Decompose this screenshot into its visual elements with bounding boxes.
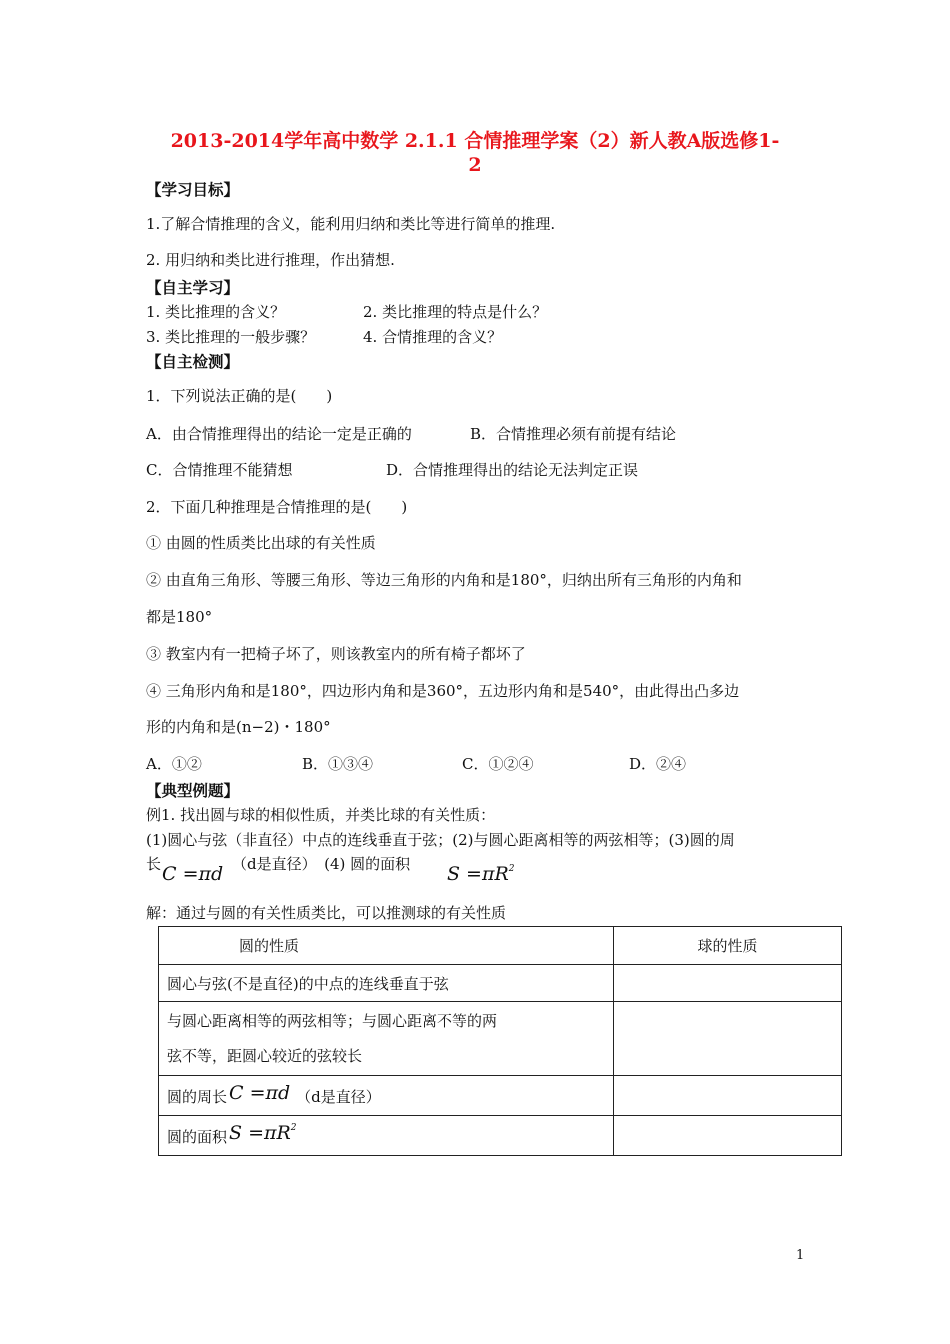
table-row [159,965,842,1002]
table-cell-circle: 圆心与弦(不是直径)的中点的连线垂直于弦 [159,965,614,1002]
question-2-option-b: B．①③④ [302,755,374,773]
table-header-row [159,927,842,965]
example-1-line-2: (1)圆心与弦（非直径）中点的连线垂直于弦；(2)与圆心距离相等的两弦相等；(3)圆的周 [146,831,735,849]
table-cell-text: 与圆心距离相等的两弦相等；与圆心距离不等的两 [167,1011,498,1030]
table-header-sphere: 球的性质 [614,927,842,965]
section-heading-self-study: 【自主学习】 [146,278,240,297]
table-cell-text: 圆的面积 [167,1127,228,1146]
question-2-item-2: ② 由直角三角形、等腰三角形、等边三角形的内角和是180°，归纳出所有三角形的内角和 [146,571,742,589]
question-2-item-1: ① 由圆的性质类比出球的有关性质 [146,534,376,552]
question-2-option-d: D．②④ [629,755,687,773]
table-row [159,1116,842,1156]
example-1-line-1: 例1. 找出圆与球的相似性质，并类比球的有关性质： [146,806,496,824]
question-2-item-4-cont: 形的内角和是(n−2)・180° [146,718,331,736]
question-2-option-a: A．①② [146,755,202,773]
table-cell-text: 弦不等，距圆心较近的弦较长 [167,1046,363,1065]
circumference-formula: C =πd [229,1081,291,1104]
self-study-item-1: 1. 类比推理的含义？ [146,303,286,321]
goal-item-2: 2. 用归纳和类比进行推理，作出猜想. [146,251,395,269]
question-1-option-d: D．合情推理得出的结论无法判定正误 [386,461,639,479]
section-heading-self-check: 【自主检测】 [146,352,240,371]
question-1-option-c: C．合情推理不能猜想 [146,461,293,479]
question-1-stem: 1．下列说法正确的是( ) [146,387,333,405]
table-cell-text: （d是直径） [296,1087,381,1106]
circle-sphere-comparison-table [158,926,842,1156]
circumference-formula: C =πd [162,863,224,885]
table-row [159,1002,842,1076]
self-study-item-4: 4. 合情推理的含义？ [363,328,503,346]
question-2-stem: 2．下面几种推理是合情推理的是( ) [146,498,408,516]
self-study-item-2: 2. 类比推理的特点是什么？ [363,303,548,321]
area-formula: $S =\pi R^2$ [229,1121,297,1144]
goal-item-1: 1.了解合情推理的含义，能利用归纳和类比等进行简单的推理. [146,215,556,233]
question-2-item-3: ③ 教室内有一把椅子坏了，则该教室内的所有椅子都坏了 [146,645,526,663]
question-1-option-b: B．合情推理必须有前提有结论 [470,425,677,443]
solution-line: 解：通过与圆的有关性质类比，可以推测球的有关性质 [146,904,507,922]
question-2-option-c: C．①②④ [462,755,534,773]
table-cell-sphere [614,1002,842,1076]
question-2-item-4: ④ 三角形内角和是180°，四边形内角和是360°，五边形内角和是540°，由此得出凸多边 [146,682,740,700]
example-1-line-3-middle: （d是直径） (4) 圆的面积 [232,855,411,873]
example-1-line-3-prefix: 长 [146,855,162,873]
table-header-circle: 圆的性质 [159,927,614,965]
section-heading-goals: 【学习目标】 [146,180,240,199]
table-cell-circle [159,1076,614,1116]
question-2-item-2-cont: 都是180° [146,608,213,626]
area-formula: $S =\pi R^2$ [447,863,515,885]
question-1-option-a: A．由合情推理得出的结论一定是正确的 [146,425,412,443]
table-cell-circle [159,1116,614,1156]
table-cell-sphere [614,1076,842,1116]
section-heading-examples: 【典型例题】 [146,781,240,800]
self-study-item-3: 3. 类比推理的一般步骤？ [146,328,316,346]
document-title-line-2: 2 [468,154,482,176]
table-cell-sphere [614,965,842,1002]
table-cell-circle [159,1002,614,1076]
document-title-line-1: 2013-2014学年高中数学 2.1.1 合情推理学案（2）新人教A版选修1- [170,130,780,152]
table-row [159,1076,842,1116]
table-cell-sphere [614,1116,842,1156]
page-number: 1 [796,1248,805,1263]
table-cell-text: 圆的周长 [167,1087,228,1106]
